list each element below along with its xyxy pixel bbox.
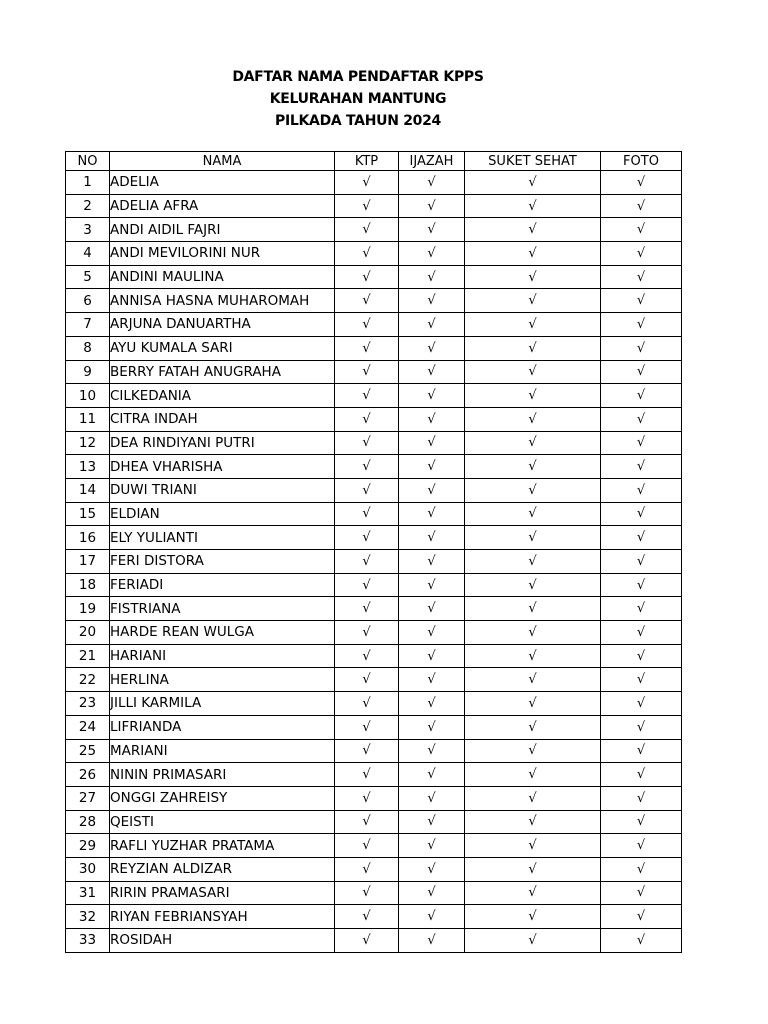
cell-foto-check: √ [601, 218, 682, 242]
cell-ktp-check: √ [335, 431, 399, 455]
cell-foto-check: √ [601, 929, 682, 953]
cell-ktp-check: √ [335, 194, 399, 218]
cell-ijazah-check: √ [399, 265, 465, 289]
cell-no: 18 [66, 573, 110, 597]
header-foto: FOTO [601, 152, 682, 171]
cell-no: 31 [66, 881, 110, 905]
cell-no: 6 [66, 289, 110, 313]
cell-foto-check: √ [601, 455, 682, 479]
cell-ijazah-check: √ [399, 810, 465, 834]
table-row [66, 478, 682, 502]
cell-foto-check: √ [601, 550, 682, 574]
registrant-table [65, 151, 682, 953]
cell-name: REYZIAN ALDIZAR [110, 857, 335, 881]
table-row [66, 218, 682, 242]
cell-name: CILKEDANIA [110, 384, 335, 408]
table-row [66, 526, 682, 550]
cell-ktp-check: √ [335, 715, 399, 739]
cell-suket-check: √ [465, 242, 601, 266]
cell-ijazah-check: √ [399, 478, 465, 502]
cell-name: CITRA INDAH [110, 407, 335, 431]
cell-name: DUWI TRIANI [110, 478, 335, 502]
cell-ijazah-check: √ [399, 360, 465, 384]
cell-foto-check: √ [601, 715, 682, 739]
cell-ijazah-check: √ [399, 597, 465, 621]
cell-foto-check: √ [601, 431, 682, 455]
cell-no: 4 [66, 242, 110, 266]
cell-ktp-check: √ [335, 242, 399, 266]
cell-ijazah-check: √ [399, 739, 465, 763]
document-title [0, 66, 716, 132]
cell-ijazah-check: √ [399, 905, 465, 929]
cell-name: ANDINI MAULINA [110, 265, 335, 289]
cell-suket-check: √ [465, 763, 601, 787]
table-row [66, 810, 682, 834]
cell-name: NININ PRIMASARI [110, 763, 335, 787]
table-row [66, 715, 682, 739]
cell-ktp-check: √ [335, 265, 399, 289]
cell-foto-check: √ [601, 407, 682, 431]
cell-foto-check: √ [601, 360, 682, 384]
cell-ktp-check: √ [335, 786, 399, 810]
cell-suket-check: √ [465, 573, 601, 597]
cell-foto-check: √ [601, 857, 682, 881]
cell-ktp-check: √ [335, 905, 399, 929]
cell-no: 15 [66, 502, 110, 526]
table-row [66, 550, 682, 574]
cell-suket-check: √ [465, 715, 601, 739]
table-row [66, 786, 682, 810]
cell-suket-check: √ [465, 668, 601, 692]
cell-name: ANNISA HASNA MUHAROMAH [110, 289, 335, 313]
cell-no: 8 [66, 336, 110, 360]
cell-name: FISTRIANA [110, 597, 335, 621]
cell-ktp-check: √ [335, 763, 399, 787]
cell-name: ADELIA AFRA [110, 194, 335, 218]
cell-ijazah-check: √ [399, 763, 465, 787]
table-row [66, 644, 682, 668]
cell-ktp-check: √ [335, 834, 399, 858]
cell-no: 26 [66, 763, 110, 787]
cell-no: 3 [66, 218, 110, 242]
cell-ijazah-check: √ [399, 218, 465, 242]
cell-ktp-check: √ [335, 881, 399, 905]
cell-no: 23 [66, 692, 110, 716]
cell-ktp-check: √ [335, 502, 399, 526]
cell-no: 14 [66, 478, 110, 502]
table-row [66, 289, 682, 313]
table-row [66, 171, 682, 195]
cell-ktp-check: √ [335, 597, 399, 621]
cell-suket-check: √ [465, 407, 601, 431]
cell-no: 13 [66, 455, 110, 479]
cell-ktp-check: √ [335, 313, 399, 337]
cell-no: 29 [66, 834, 110, 858]
cell-name: FERIADI [110, 573, 335, 597]
cell-suket-check: √ [465, 881, 601, 905]
cell-no: 25 [66, 739, 110, 763]
cell-ijazah-check: √ [399, 194, 465, 218]
cell-no: 7 [66, 313, 110, 337]
cell-name: ARJUNA DANUARTHA [110, 313, 335, 337]
cell-ktp-check: √ [335, 336, 399, 360]
cell-ktp-check: √ [335, 455, 399, 479]
cell-ijazah-check: √ [399, 929, 465, 953]
cell-foto-check: √ [601, 526, 682, 550]
cell-ijazah-check: √ [399, 242, 465, 266]
cell-foto-check: √ [601, 573, 682, 597]
cell-foto-check: √ [601, 313, 682, 337]
table-row [66, 573, 682, 597]
cell-suket-check: √ [465, 621, 601, 645]
cell-no: 30 [66, 857, 110, 881]
cell-no: 24 [66, 715, 110, 739]
cell-ijazah-check: √ [399, 526, 465, 550]
cell-no: 10 [66, 384, 110, 408]
title-line-3: PILKADA TAHUN 2024 [275, 113, 441, 129]
cell-ijazah-check: √ [399, 881, 465, 905]
cell-name: DEA RINDIYANI PUTRI [110, 431, 335, 455]
cell-suket-check: √ [465, 478, 601, 502]
cell-ijazah-check: √ [399, 786, 465, 810]
table-row [66, 242, 682, 266]
table-row [66, 360, 682, 384]
cell-suket-check: √ [465, 171, 601, 195]
table-row [66, 336, 682, 360]
cell-foto-check: √ [601, 478, 682, 502]
cell-suket-check: √ [465, 502, 601, 526]
cell-foto-check: √ [601, 289, 682, 313]
cell-ktp-check: √ [335, 384, 399, 408]
cell-name: JILLI KARMILA [110, 692, 335, 716]
cell-ijazah-check: √ [399, 336, 465, 360]
cell-ijazah-check: √ [399, 407, 465, 431]
cell-ijazah-check: √ [399, 834, 465, 858]
header-nama: NAMA [110, 152, 335, 171]
cell-ijazah-check: √ [399, 550, 465, 574]
cell-ktp-check: √ [335, 810, 399, 834]
cell-name: QEISTI [110, 810, 335, 834]
table-row [66, 621, 682, 645]
cell-no: 16 [66, 526, 110, 550]
cell-no: 1 [66, 171, 110, 195]
cell-suket-check: √ [465, 739, 601, 763]
table-row [66, 929, 682, 953]
table-row [66, 265, 682, 289]
cell-no: 19 [66, 597, 110, 621]
cell-name: FERI DISTORA [110, 550, 335, 574]
cell-name: ANDI AIDIL FAJRI [110, 218, 335, 242]
cell-suket-check: √ [465, 194, 601, 218]
cell-suket-check: √ [465, 929, 601, 953]
table-row [66, 692, 682, 716]
cell-foto-check: √ [601, 502, 682, 526]
cell-ktp-check: √ [335, 218, 399, 242]
cell-ktp-check: √ [335, 929, 399, 953]
cell-suket-check: √ [465, 597, 601, 621]
cell-no: 2 [66, 194, 110, 218]
cell-foto-check: √ [601, 265, 682, 289]
cell-name: ELY YULIANTI [110, 526, 335, 550]
cell-no: 20 [66, 621, 110, 645]
cell-foto-check: √ [601, 242, 682, 266]
table-row [66, 431, 682, 455]
cell-ktp-check: √ [335, 550, 399, 574]
cell-name: DHEA VHARISHA [110, 455, 335, 479]
cell-foto-check: √ [601, 171, 682, 195]
cell-foto-check: √ [601, 644, 682, 668]
cell-foto-check: √ [601, 668, 682, 692]
title-line-1: DAFTAR NAMA PENDAFTAR KPPS [232, 69, 484, 85]
table-row [66, 905, 682, 929]
cell-ktp-check: √ [335, 644, 399, 668]
cell-ijazah-check: √ [399, 573, 465, 597]
table-body [66, 171, 682, 953]
cell-no: 5 [66, 265, 110, 289]
cell-suket-check: √ [465, 289, 601, 313]
cell-ktp-check: √ [335, 526, 399, 550]
table-row [66, 384, 682, 408]
cell-name: ADELIA [110, 171, 335, 195]
cell-name: RIYAN FEBRIANSYAH [110, 905, 335, 929]
header-suket-sehat: SUKET SEHAT [465, 152, 601, 171]
cell-ijazah-check: √ [399, 289, 465, 313]
table-row [66, 502, 682, 526]
cell-name: ROSIDAH [110, 929, 335, 953]
cell-foto-check: √ [601, 810, 682, 834]
cell-ktp-check: √ [335, 692, 399, 716]
cell-ijazah-check: √ [399, 431, 465, 455]
cell-no: 22 [66, 668, 110, 692]
cell-suket-check: √ [465, 905, 601, 929]
cell-no: 9 [66, 360, 110, 384]
cell-ktp-check: √ [335, 739, 399, 763]
cell-ijazah-check: √ [399, 455, 465, 479]
cell-ijazah-check: √ [399, 384, 465, 408]
cell-no: 32 [66, 905, 110, 929]
cell-ijazah-check: √ [399, 692, 465, 716]
cell-name: LIFRIANDA [110, 715, 335, 739]
cell-ijazah-check: √ [399, 715, 465, 739]
cell-ktp-check: √ [335, 621, 399, 645]
cell-suket-check: √ [465, 644, 601, 668]
table-row [66, 834, 682, 858]
cell-ktp-check: √ [335, 407, 399, 431]
cell-ijazah-check: √ [399, 857, 465, 881]
table-row [66, 763, 682, 787]
table-row [66, 455, 682, 479]
cell-suket-check: √ [465, 834, 601, 858]
cell-suket-check: √ [465, 431, 601, 455]
cell-foto-check: √ [601, 336, 682, 360]
cell-foto-check: √ [601, 905, 682, 929]
cell-name: MARIANI [110, 739, 335, 763]
cell-foto-check: √ [601, 597, 682, 621]
cell-name: RIRIN PRAMASARI [110, 881, 335, 905]
cell-foto-check: √ [601, 692, 682, 716]
cell-ijazah-check: √ [399, 621, 465, 645]
cell-suket-check: √ [465, 692, 601, 716]
cell-no: 21 [66, 644, 110, 668]
cell-name: BERRY FATAH ANUGRAHA [110, 360, 335, 384]
cell-no: 33 [66, 929, 110, 953]
cell-name: RAFLI YUZHAR PRATAMA [110, 834, 335, 858]
cell-no: 17 [66, 550, 110, 574]
cell-suket-check: √ [465, 384, 601, 408]
cell-suket-check: √ [465, 360, 601, 384]
cell-suket-check: √ [465, 550, 601, 574]
table-row [66, 668, 682, 692]
header-ktp: KTP [335, 152, 399, 171]
cell-suket-check: √ [465, 810, 601, 834]
cell-ktp-check: √ [335, 171, 399, 195]
table-row [66, 881, 682, 905]
cell-suket-check: √ [465, 336, 601, 360]
cell-foto-check: √ [601, 786, 682, 810]
header-no: NO [66, 152, 110, 171]
cell-ktp-check: √ [335, 478, 399, 502]
cell-ktp-check: √ [335, 668, 399, 692]
cell-ijazah-check: √ [399, 644, 465, 668]
cell-suket-check: √ [465, 526, 601, 550]
cell-ijazah-check: √ [399, 668, 465, 692]
table-row [66, 313, 682, 337]
cell-foto-check: √ [601, 763, 682, 787]
cell-foto-check: √ [601, 881, 682, 905]
cell-name: HERLINA [110, 668, 335, 692]
table-row [66, 857, 682, 881]
cell-foto-check: √ [601, 194, 682, 218]
table-header-row [66, 152, 682, 171]
table-row [66, 194, 682, 218]
cell-foto-check: √ [601, 384, 682, 408]
cell-foto-check: √ [601, 834, 682, 858]
cell-name: ELDIAN [110, 502, 335, 526]
cell-ijazah-check: √ [399, 502, 465, 526]
cell-ktp-check: √ [335, 360, 399, 384]
cell-name: HARDE REAN WULGA [110, 621, 335, 645]
title-line-2: KELURAHAN MANTUNG [269, 91, 447, 107]
cell-no: 27 [66, 786, 110, 810]
cell-ktp-check: √ [335, 857, 399, 881]
cell-no: 11 [66, 407, 110, 431]
cell-ijazah-check: √ [399, 171, 465, 195]
cell-foto-check: √ [601, 739, 682, 763]
cell-name: ONGGI ZAHREISY [110, 786, 335, 810]
table-row [66, 407, 682, 431]
cell-foto-check: √ [601, 621, 682, 645]
cell-no: 28 [66, 810, 110, 834]
cell-suket-check: √ [465, 857, 601, 881]
cell-ktp-check: √ [335, 573, 399, 597]
cell-name: ANDI MEVILORINI NUR [110, 242, 335, 266]
cell-ijazah-check: √ [399, 313, 465, 337]
cell-name: HARIANI [110, 644, 335, 668]
cell-ktp-check: √ [335, 289, 399, 313]
cell-suket-check: √ [465, 786, 601, 810]
cell-no: 12 [66, 431, 110, 455]
cell-suket-check: √ [465, 265, 601, 289]
cell-suket-check: √ [465, 455, 601, 479]
header-ijazah: IJAZAH [399, 152, 465, 171]
cell-suket-check: √ [465, 218, 601, 242]
table-row [66, 597, 682, 621]
cell-suket-check: √ [465, 313, 601, 337]
cell-name: AYU KUMALA SARI [110, 336, 335, 360]
table-row [66, 739, 682, 763]
